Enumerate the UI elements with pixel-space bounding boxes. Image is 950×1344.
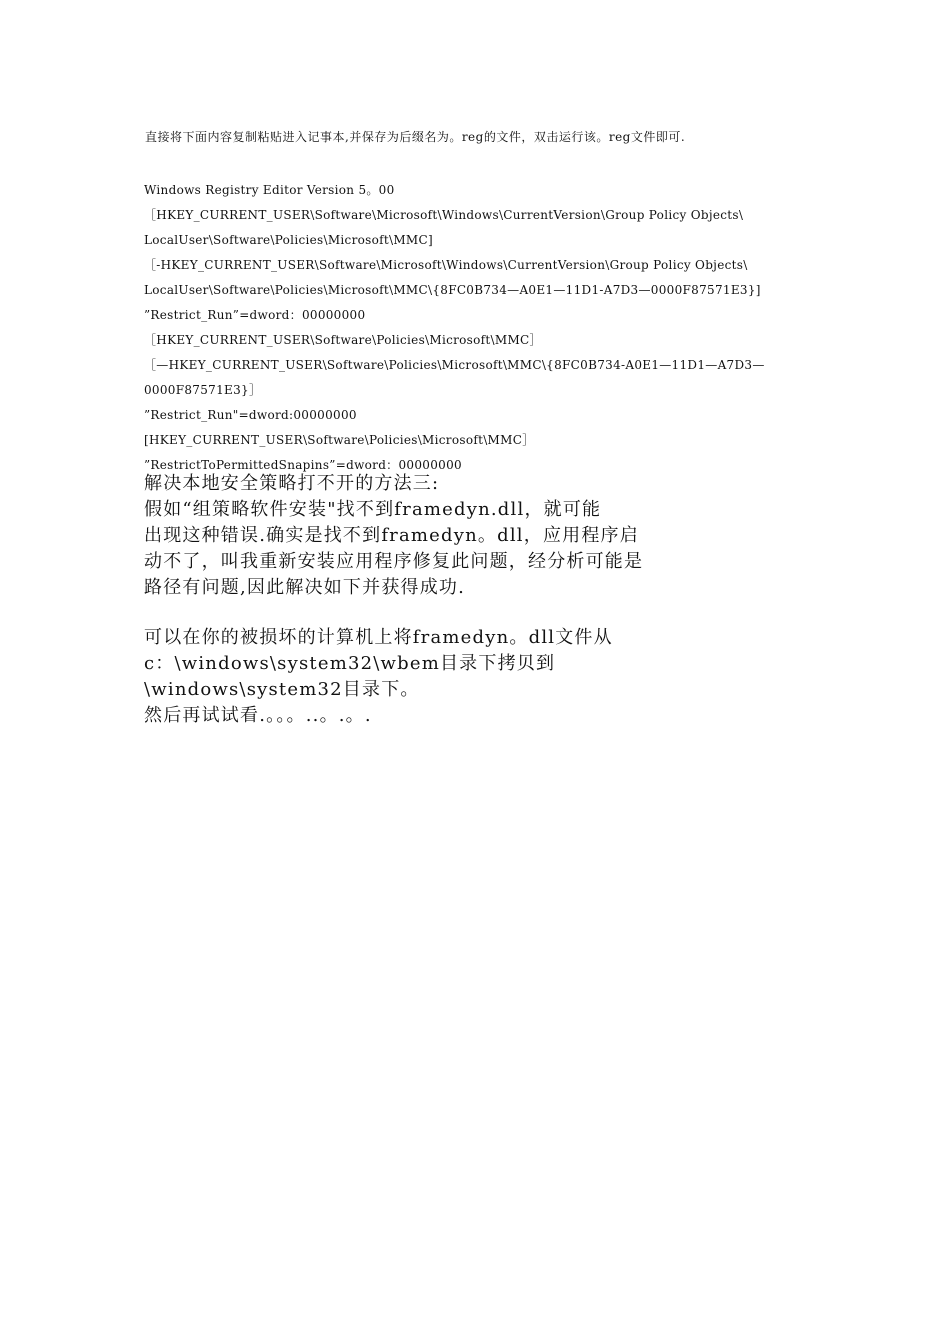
registry-line: 0000F87571E3}］ <box>144 383 262 397</box>
registry-line: [HKEY_CURRENT_USER\Software\Policies\Microsoft\MMC］ <box>144 433 535 447</box>
registry-line: ［HKEY_CURRENT_USER\Software\Policies\Microsoft\MMC］ <box>144 333 542 347</box>
paragraph-spacer <box>144 601 764 625</box>
registry-line: ”RestrictToPermittedSnapins”=dword：00000000 <box>144 458 462 472</box>
fix-paragraph-line: 然后再试试看.。。。..。.。. <box>144 705 372 726</box>
registry-line: LocalUser\Software\Policies\Microsoft\MMC\{8FC0B734—A0E1—11D1-A7D3—0000F87571E3}] <box>144 283 761 297</box>
registry-line: Windows Registry Editor Version 5。00 <box>144 183 395 197</box>
intro-instruction: 直接将下面内容复制粘贴进入记事本,并保存为后缀名为。reg的文件，双击运行该。reg文件即可. <box>145 130 686 144</box>
registry-line: ［HKEY_CURRENT_USER\Software\Microsoft\Windows\CurrentVersion\Group Policy Objects\ <box>144 208 744 222</box>
registry-line: ［—HKEY_CURRENT_USER\Software\Policies\Microsoft\MMC\{8FC0B734-A0E1—11D1—A7D3— <box>144 358 765 372</box>
method-heading: 解决本地安全策略打不开的方法三: <box>144 473 440 494</box>
fix-paragraph-line: \windows\system32目录下。 <box>144 679 420 700</box>
registry-line: ”Restrict_Run”=dword：00000000 <box>144 308 366 322</box>
registry-code-block <box>144 178 784 478</box>
fix-paragraph-line: 可以在你的被损坏的计算机上将framedyn。dll文件从 <box>144 627 613 648</box>
registry-line: LocalUser\Software\Policies\Microsoft\MMC] <box>144 233 433 247</box>
method-paragraph-line: 动不了，叫我重新安装应用程序修复此问题，经分析可能是 <box>144 551 644 572</box>
method-paragraph-line: 出现这种错误.确实是找不到framedyn。dll，应用程序启 <box>144 525 639 546</box>
method-paragraph-line: 路径有问题,因此解决如下并获得成功. <box>144 577 466 598</box>
registry-line: ”Restrict_Run"=dword:00000000 <box>144 408 357 422</box>
registry-line: ［-HKEY_CURRENT_USER\Software\Microsoft\Windows\CurrentVersion\Group Policy Objects\ <box>144 258 748 272</box>
method-section <box>144 471 764 729</box>
fix-paragraph-line: c：\windows\system32\wbem目录下拷贝到 <box>144 653 556 674</box>
method-paragraph-line: 假如“组策略软件安装"找不到framedyn.dll，就可能 <box>144 499 602 520</box>
